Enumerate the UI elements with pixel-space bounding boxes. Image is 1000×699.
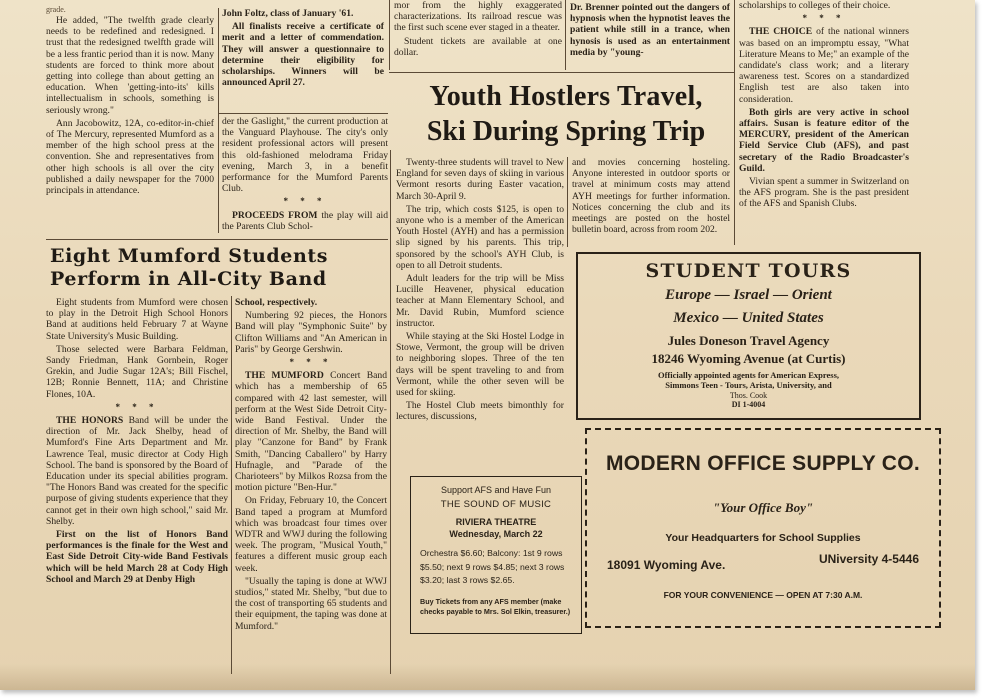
paragraph: The Hostel Club meets bimonthly for lectures, discussions, bbox=[396, 400, 564, 423]
separator-stars: * * * bbox=[283, 196, 327, 207]
ad-modern-office-supply bbox=[585, 428, 941, 628]
paragraph: While staying at the Ski Hostel Lodge in Stowe, Vermont, the group will be driven to neighboring slopes. Three of the ten days will be spent traveling to and from Vermont, while the other seven will be used for skiing. bbox=[396, 331, 564, 399]
ad-date: Wednesday, March 22 bbox=[449, 529, 543, 539]
paragraph bbox=[222, 210, 388, 232]
lead-in: THE HONORS bbox=[56, 415, 124, 427]
column-scholarship bbox=[739, 0, 909, 212]
ad-tours-agents-2: Simmons Teen - Tours, Arista, University, and bbox=[665, 380, 832, 390]
headline-hostel-line-1: Youth Hostlers Travel, bbox=[429, 81, 703, 112]
paragraph: Those selected were Barbara Feldman, Sandy Friedman, Hank Gornbein, Roger Grekin, and Judie Sugar 12A's; Bill Fischel, 12B; Ronnie Bennett, 11A; and Christine Flones, 10A. bbox=[46, 343, 228, 400]
paragraph bbox=[739, 26, 909, 104]
column-rule bbox=[389, 0, 390, 70]
paragraph: Adult leaders for the trip will be Miss Lucille Heavener, physical education teacher at Mann Elementary School, and Mr. David Rubin, Mumford science instructor. bbox=[396, 273, 564, 329]
paragraph: and movies concerning hosteling. Anyone interested in outdoor sports or travel at minimum costs may attend AYH meetings for further information. Notices concerning the club and its meetings are posted on the hostel bulletin board, across from room 202. bbox=[572, 157, 730, 236]
column-rule bbox=[390, 150, 391, 674]
ad-tours-address: 18246 Wyoming Avenue (at Curtis) bbox=[651, 351, 846, 366]
lead-in: THE MUMFORD bbox=[245, 370, 324, 382]
ad-line: Support AFS and Have Fun bbox=[440, 485, 552, 495]
column-hypnosis bbox=[570, 2, 730, 60]
paragraph-text: of the national winners was based on an impromptu essay, "What Literature Means to Me;" an example of the candidate's class work; and a literary awareness test. Scores on a standardized English test are also taken into consideration. bbox=[739, 26, 909, 105]
ad-prices: Orchestra $6.60; Balcony: 1st 9 rows $5.50; next 9 rows $4.85; next 3 rows $3.20; last 3 rows $2.65. bbox=[420, 548, 565, 585]
paragraph: Numbering 92 pieces, the Honors Band will play "Symphonic Suite" by Clifton Williams and "An American in Paris" by George Gershwin. bbox=[235, 310, 387, 355]
section-rule bbox=[218, 113, 388, 114]
paragraph: Student tickets are available at one dollar. bbox=[394, 35, 562, 58]
paragraph: John Foltz, class of January '61. bbox=[222, 8, 354, 19]
ad-office-phone: UNiversity 4-5446 bbox=[818, 552, 919, 566]
separator-stars: * * * bbox=[289, 357, 333, 368]
paragraph bbox=[46, 415, 228, 527]
headline-band-line-2: Perform in All-City Band bbox=[50, 268, 327, 290]
paragraph: "Usually the taping is done at WWJ studios," stated Mr. Shelby, "but due to the cost of transporting 65 students and their equipment, the taping was done at Mumford." bbox=[235, 575, 387, 632]
headline-band-line-1: Eight Mumford Students bbox=[50, 245, 329, 267]
ad-office-footer: FOR YOUR CONVENIENCE — OPEN AT 7:30 A.M. bbox=[663, 590, 863, 600]
ad-tours-contact: Thos. Cook bbox=[729, 391, 768, 400]
section-rule bbox=[389, 72, 734, 73]
paragraph: On Friday, February 10, the Concert Band taped a program at Mumford which was broadcast four times over WDTR and WWJ during the following week. The program, "Musical Youth," features a different music group each week. bbox=[235, 495, 387, 574]
separator-stars: * * * bbox=[115, 401, 159, 412]
column-finalists bbox=[222, 8, 384, 90]
ad-office-address: 18091 Wyoming Ave. bbox=[607, 558, 726, 572]
column-rule bbox=[231, 296, 232, 674]
paragraph: scholarships to colleges of their choice. bbox=[739, 0, 891, 11]
paragraph-text: Concert Band which has a membership of 65 compared with 42 last semester, will perform at the West Side Detroit City-wide Band Festival. Under the direction of Mr. Shelby, the Band will play "Canzone for Band" by Frank Smith, "Dancing Caballero" by Harry Hufnagle, and "Parade of the Charioteers" by Milkos Rozsa from the motion picture "Ben-Hur." bbox=[235, 370, 387, 494]
paragraph: Vivian spent a summer in Switzerland on the AFS program. She is the past president of the AFS and Spanish Clubs. bbox=[739, 176, 909, 210]
paragraph: School, respectively. bbox=[235, 297, 318, 308]
ad-office-subtitle: Your Headquarters for School Supplies bbox=[665, 532, 861, 544]
paragraph-text: the play will aid the Parents Club Schol- bbox=[222, 209, 388, 232]
paragraph: He added, "The twelfth grade clearly needs to be redefined and redesigned. I trust that the redesigned twelfth grade will be a less frantic period than it is now. Many students are forced to think more about getting into college than about getting an education. When 'getting-into-its' kills intellectualism in schools, something is seriously wrong." bbox=[46, 15, 214, 116]
paragraph: First on the list of Honors Band performances is the finale for the West and East Side Detroit City-wide Band Festivals which will be held March 28 at Cody High School and March 29 at Denby High bbox=[46, 529, 228, 585]
column-hostel-b bbox=[572, 157, 730, 237]
ad-office-title: MODERN OFFICE SUPPLY CO. bbox=[605, 452, 921, 475]
paragraph: Dr. Brenner pointed out the dangers of hypnosis when the hypnotist leaves the patient while still in a trance, when hynosis is used as an entertainment media by "young- bbox=[570, 2, 730, 58]
paragraph: Both girls are very active in school affairs. Susan is feature editor of the MERCURY, president of the American Field Service Club (AFS), and past secretary of the Radio Broadcaster's Guild. bbox=[739, 106, 909, 174]
separator-stars: * * * bbox=[802, 13, 846, 24]
section-rule bbox=[46, 239, 388, 240]
ad-student-tours bbox=[576, 252, 921, 420]
paragraph: The trip, which costs $125, is open to anyone who is a member of the American Youth Hostel (AYH) and has a permission slip signed by his parents. This trip, sponsored by the school's AYH Club, is open to all Detroit students. bbox=[396, 203, 564, 271]
ad-office-tagline: "Your Office Boy" bbox=[712, 500, 814, 515]
ad-tours-phone: DI 1-4004 bbox=[731, 400, 766, 409]
paragraph: mor from the highly exaggerated characterizations. Its railroad rescue was the first such scene ever staged in a theater. bbox=[394, 0, 562, 34]
paragraph bbox=[235, 370, 387, 493]
column-band-a bbox=[46, 297, 228, 587]
headline-hostel-line-2: Ski During Spring Trip bbox=[426, 116, 706, 147]
partial-top-line: grade. bbox=[46, 5, 66, 14]
paragraph: der the Gaslight," the current production at the Vanguard Playhouse. The city's only resident professional actors will present this old-fashioned melodrama Friday evening, March 3, in a benefit performance for the Mumford Parents Club. bbox=[222, 116, 388, 195]
paragraph-text: Band will be under the direction of Mr. Jack Shelby, head of Mumford's Fine Arts Department and Mr. Lawrence Teal, music director at Cody High School. The band is sponsored by the Board of Education under its special abilities program. "The Honors Band was created for the specific purpose of giving students experience that they cannot get in their own high school," said Mr. Shelby. bbox=[46, 415, 228, 527]
ad-buy-note: Buy Tickets from any AFS member (make checks payable to Mrs. Sol Elkin, treasurer.) bbox=[420, 597, 571, 616]
column-hostel-a bbox=[396, 157, 564, 425]
column-rule bbox=[218, 8, 219, 233]
ad-tours-agency: Jules Doneson Travel Agency bbox=[667, 333, 830, 348]
column-gaslight bbox=[222, 116, 388, 234]
ad-riviera-theatre bbox=[410, 476, 582, 634]
ad-tours-destinations-2: Mexico — United States bbox=[673, 310, 824, 326]
column-rule bbox=[565, 0, 566, 70]
lead-in: PROCEEDS FROM bbox=[232, 209, 318, 221]
paragraph: All finalists receive a certificate of merit and a letter of commendation. They will answer a questionnaire to determine their eligibility for scholarships. Winners will be announced April 27. bbox=[222, 21, 384, 89]
ad-tours-agents-1: Officially appointed agents for American Express, bbox=[657, 370, 839, 380]
paragraph: Ann Jacobowitz, 12A, co-editor-in-chief of The Mercury, represented Mumford as a member of the high school press at the convention. She and representatives from other high schools is all over the city published a daily newspaper for the 7000 principals in attendance. bbox=[46, 117, 214, 197]
column-band-b bbox=[235, 297, 387, 634]
ad-line: THE SOUND OF MUSIC bbox=[440, 499, 552, 510]
lead-in: THE CHOICE bbox=[749, 26, 813, 38]
paragraph: Eight students from Mumford were chosen to play in the Detroit High School Honors Band at auditions held February 7 at Wayne State University's Music Building. bbox=[46, 297, 228, 342]
ad-tours-destinations-1: Europe — Israel — Orient bbox=[665, 287, 832, 303]
column-twelfth-grade bbox=[46, 6, 214, 198]
ad-theatre-name: RIVIERA THEATRE bbox=[455, 517, 537, 527]
column-rule bbox=[567, 157, 568, 247]
paragraph: Twenty-three students will travel to New England for seven days of skiing in various Vermont resorts during Easter vacation, March 30-April 9. bbox=[396, 157, 564, 202]
column-theater bbox=[394, 0, 562, 60]
ad-tours-title: STUDENT TOURS bbox=[645, 260, 852, 282]
